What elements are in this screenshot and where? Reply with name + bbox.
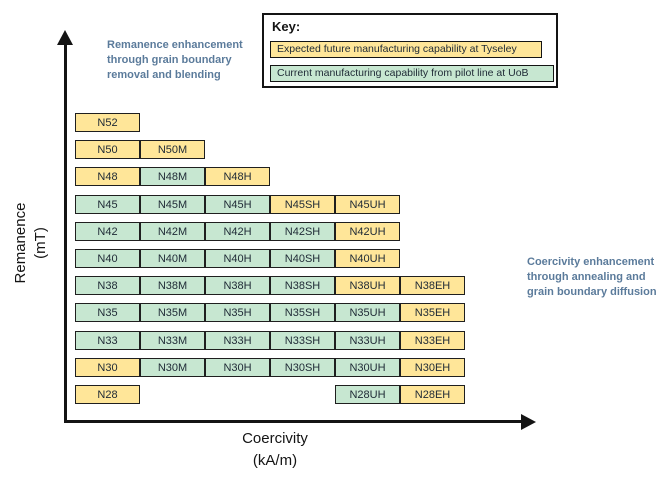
grade-cell-N28: N28: [75, 385, 140, 404]
grade-cell-N33: N33: [75, 331, 140, 350]
grade-cell-N42UH: N42UH: [335, 222, 400, 241]
x-axis: [64, 420, 522, 423]
grade-row-N28: [75, 385, 465, 404]
grade-cell-N35M: N35M: [140, 303, 205, 322]
grade-cell-N50M: N50M: [140, 140, 205, 159]
grade-cell-N30SH: N30SH: [270, 358, 335, 377]
grade-cell-N52: N52: [75, 113, 140, 132]
grade-cell-N48H: N48H: [205, 167, 270, 186]
legend-entry-current: Current manufacturing capability from pilot line at UoB: [270, 65, 554, 82]
x-axis-label: [175, 428, 375, 472]
y-axis: [64, 44, 67, 422]
grade-cell-N48: N48: [75, 167, 140, 186]
grade-row-N40: [75, 249, 465, 268]
grade-cell-N48M: N48M: [140, 167, 205, 186]
annotation-line: removal and blending: [107, 69, 221, 81]
remanence-enhancement-annotation: [107, 38, 243, 83]
grade-row-N42: [75, 222, 465, 241]
grade-row-N52: [75, 113, 465, 132]
grade-cell-N33UH: N33UH: [335, 331, 400, 350]
grade-cell-N45UH: N45UH: [335, 195, 400, 214]
grade-cell-N42H: N42H: [205, 222, 270, 241]
grade-cell-N28UH: N28UH: [335, 385, 400, 404]
grade-cell-N33M: N33M: [140, 331, 205, 350]
grade-row-N38: [75, 276, 465, 295]
grade-cell-N45: N45: [75, 195, 140, 214]
grade-cell-N35SH: N35SH: [270, 303, 335, 322]
y-axis-arrowhead-icon: [57, 30, 73, 45]
x-axis-arrowhead-icon: [521, 414, 536, 430]
grade-cell-N42SH: N42SH: [270, 222, 335, 241]
grade-cell-N30UH: N30UH: [335, 358, 400, 377]
grade-cell-N40H: N40H: [205, 249, 270, 268]
grade-cell-N50: N50: [75, 140, 140, 159]
grade-cell-N38SH: N38SH: [270, 276, 335, 295]
annotation-line: Coercivity enhancement: [527, 256, 655, 268]
grade-cell-N40UH: N40UH: [335, 249, 400, 268]
grade-cell-N30EH: N30EH: [400, 358, 465, 377]
grade-row-N35: [75, 303, 465, 322]
annotation-line: through annealing and: [527, 271, 646, 283]
annotation-line: through grain boundary: [107, 54, 232, 66]
grade-cell-N38: N38: [75, 276, 140, 295]
grade-row-N33: [75, 331, 465, 350]
grade-cell-N40SH: N40SH: [270, 249, 335, 268]
y-axis-label-line2: (mT): [32, 227, 49, 259]
grade-cell-N35H: N35H: [205, 303, 270, 322]
y-axis-label-line1: Remanence: [12, 202, 29, 284]
grade-cell-N45SH: N45SH: [270, 195, 335, 214]
grade-cell-N30M: N30M: [140, 358, 205, 377]
grade-cell-N38UH: N38UH: [335, 276, 400, 295]
legend-title: Key:: [272, 19, 301, 34]
grade-cell-N33EH: N33EH: [400, 331, 465, 350]
grade-row-N50: [75, 140, 465, 159]
annotation-line: grain boundary diffusion: [527, 286, 657, 298]
x-axis-label-line2: (kA/m): [252, 452, 298, 469]
grade-cell-N45M: N45M: [140, 195, 205, 214]
grade-cell-N38EH: N38EH: [400, 276, 465, 295]
grade-row-N45: [75, 195, 465, 214]
grade-cell-N40M: N40M: [140, 249, 205, 268]
grade-cell-N35UH: N35UH: [335, 303, 400, 322]
grade-cell-N35: N35: [75, 303, 140, 322]
grade-cell-N38M: N38M: [140, 276, 205, 295]
grade-cell-N33H: N33H: [205, 331, 270, 350]
grade-cell-N33SH: N33SH: [270, 331, 335, 350]
grade-cell-N35EH: N35EH: [400, 303, 465, 322]
grade-cell-N42: N42: [75, 222, 140, 241]
grade-row-N48: [75, 167, 465, 186]
x-axis-label-line1: Coercivity: [242, 430, 308, 447]
annotation-line: Remanence enhancement: [107, 39, 243, 51]
grade-cell-N30: N30: [75, 358, 140, 377]
grade-cell-N45H: N45H: [205, 195, 270, 214]
grade-cell-N40: N40: [75, 249, 140, 268]
y-axis-label: [11, 158, 53, 328]
grade-cell-N30H: N30H: [205, 358, 270, 377]
coercivity-enhancement-annotation: [527, 255, 657, 300]
grade-cell-N28EH: N28EH: [400, 385, 465, 404]
legend-entry-future: Expected future manufacturing capability at Tyseley: [270, 41, 542, 58]
grade-row-N30: [75, 358, 465, 377]
grade-cell-N42M: N42M: [140, 222, 205, 241]
grade-cell-N38H: N38H: [205, 276, 270, 295]
legend: [262, 13, 558, 88]
